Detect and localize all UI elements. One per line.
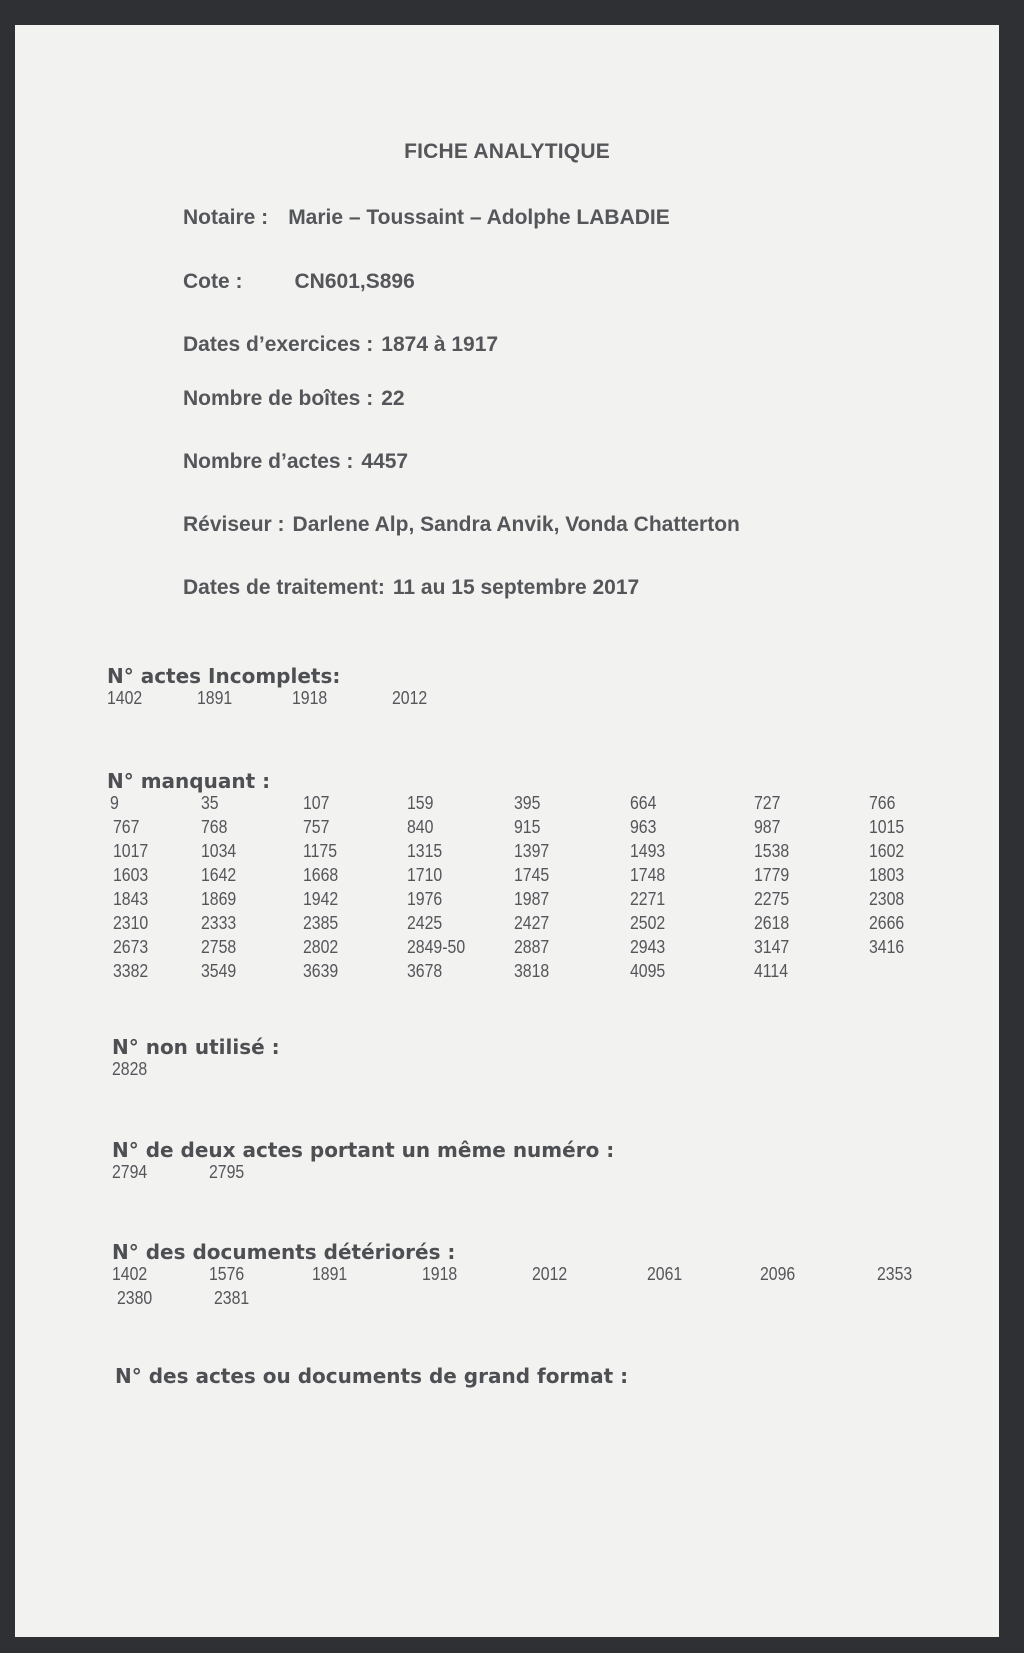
field-label: Notaire : [183, 206, 269, 229]
field-notaire [183, 206, 670, 230]
acte-number: 1779 [753, 865, 790, 885]
number-row [107, 913, 905, 937]
acte-number: 2425 [406, 913, 443, 933]
acte-number: 2380 [116, 1288, 153, 1308]
acte-number: 1642 [200, 865, 237, 885]
field-label: Nombre d’actes : [183, 450, 354, 473]
acte-number: 840 [406, 817, 434, 837]
acte-number: 1918 [291, 688, 328, 708]
acte-number: 1315 [406, 841, 443, 861]
number-row [112, 1162, 851, 1186]
acte-number: 4095 [629, 961, 666, 981]
field-value: 11 au 15 septembre 2017 [392, 576, 640, 599]
acte-number: 1017 [112, 841, 149, 861]
field-label: Dates d’exercices : [183, 333, 374, 356]
acte-number: 107 [302, 793, 330, 813]
number-grid [107, 793, 905, 985]
number-row [112, 1288, 851, 1312]
acte-number: 727 [753, 793, 781, 813]
number-row [107, 889, 905, 913]
number-grid [112, 1264, 913, 1312]
acte-number: 2012 [531, 1264, 568, 1284]
section-grand-format [115, 1364, 955, 1388]
field-label: Dates de traitement: [183, 576, 385, 599]
number-row [107, 961, 846, 985]
section-heading: N° des actes ou documents de grand format : [115, 1364, 629, 1388]
acte-number: 2828 [112, 1059, 148, 1079]
field-value: 22 [381, 387, 405, 410]
section-meme-numero [112, 1138, 952, 1186]
acte-number: 987 [753, 817, 781, 837]
field-label: Cote : [183, 270, 243, 293]
field-dates-exercices [183, 333, 498, 357]
acte-number: 2385 [302, 913, 339, 933]
section-numero-non-utilise [112, 1035, 952, 1083]
acte-number: 3639 [302, 961, 339, 981]
acte-number: 1745 [514, 865, 550, 885]
acte-number: 3416 [868, 937, 905, 957]
acte-number: 757 [302, 817, 330, 837]
acte-number: 2887 [514, 937, 550, 957]
acte-number: 2427 [514, 913, 550, 933]
section-heading: N° actes Incomplets: [107, 664, 341, 688]
acte-number: 1918 [421, 1264, 458, 1284]
acte-number: 2794 [112, 1162, 148, 1182]
acte-number: 1891 [311, 1264, 348, 1284]
acte-number: 2308 [868, 889, 905, 909]
acte-number: 3147 [753, 937, 790, 957]
acte-number: 2310 [112, 913, 149, 933]
field-cote [183, 270, 415, 294]
section-actes-incomplets [107, 664, 947, 712]
acte-number: 2381 [213, 1288, 250, 1308]
acte-number: 3549 [200, 961, 237, 981]
acte-number: 1603 [112, 865, 149, 885]
acte-number: 2666 [868, 913, 905, 933]
section-heading: N° non utilisé : [112, 1035, 280, 1059]
field-value: 1874 à 1917 [381, 333, 499, 356]
number-row [112, 1059, 851, 1083]
scanned-page [15, 25, 999, 1637]
number-grid [112, 1059, 851, 1083]
acte-number: 1402 [107, 688, 143, 708]
acte-number: 3678 [406, 961, 443, 981]
acte-number: 768 [200, 817, 228, 837]
acte-number: 1803 [868, 865, 905, 885]
acte-number: 35 [200, 793, 219, 813]
section-numeros-manquants [107, 769, 947, 985]
acte-number: 1710 [406, 865, 443, 885]
acte-number: 1602 [868, 841, 905, 861]
acte-number: 1538 [753, 841, 790, 861]
acte-number: 9 [109, 793, 119, 813]
field-value: Marie – Toussaint – Adolphe LABADIE [288, 206, 670, 229]
field-label: Nombre de boîtes : [183, 387, 374, 410]
acte-number: 3818 [514, 961, 550, 981]
acte-number: 1942 [302, 889, 339, 909]
acte-number: 1493 [629, 841, 666, 861]
section-documents-deteriores [112, 1240, 952, 1312]
acte-number: 2758 [200, 937, 237, 957]
number-row [112, 1264, 913, 1288]
acte-number: 2802 [302, 937, 339, 957]
section-heading: N° des documents détériorés : [112, 1240, 456, 1264]
acte-number: 1891 [196, 688, 233, 708]
acte-number: 2271 [629, 889, 666, 909]
acte-number: 2333 [200, 913, 237, 933]
acte-number: 159 [406, 793, 434, 813]
acte-number: 1397 [514, 841, 550, 861]
section-heading: N° de deux actes portant un même numéro : [112, 1138, 615, 1162]
number-row [107, 793, 896, 817]
acte-number: 767 [112, 817, 140, 837]
acte-number: 2096 [759, 1264, 796, 1284]
acte-number: 3382 [112, 961, 149, 981]
acte-number: 1668 [302, 865, 339, 885]
acte-number: 963 [629, 817, 657, 837]
acte-number: 1034 [200, 841, 237, 861]
acte-number: 1843 [112, 889, 149, 909]
acte-number: 2275 [753, 889, 790, 909]
acte-number: 395 [514, 793, 541, 813]
number-row [107, 817, 905, 841]
acte-number: 1748 [629, 865, 666, 885]
field-value: Darlene Alp, Sandra Anvik, Vonda Chatterton [292, 513, 740, 536]
acte-number: 1576 [208, 1264, 245, 1284]
number-grid [112, 1162, 851, 1186]
acte-number: 2795 [208, 1162, 245, 1182]
field-label: Réviseur : [183, 513, 285, 536]
acte-number: 2012 [391, 688, 428, 708]
acte-number: 2943 [629, 937, 666, 957]
acte-number: 915 [514, 817, 541, 837]
acte-number: 2502 [629, 913, 666, 933]
number-row [107, 688, 846, 712]
number-grid [107, 688, 846, 712]
field-nombre-actes [183, 450, 408, 474]
field-value: CN601,S896 [294, 270, 415, 293]
acte-number: 766 [868, 793, 896, 813]
section-heading: N° manquant : [107, 769, 271, 793]
acte-number: 1402 [112, 1264, 148, 1284]
acte-number: 2849-50 [406, 937, 466, 957]
field-dates-traitement [183, 576, 639, 600]
field-reviseur [183, 513, 740, 537]
acte-number: 1175 [302, 841, 338, 861]
document-title: FICHE ANALYTIQUE [404, 140, 610, 163]
acte-number: 1015 [868, 817, 905, 837]
acte-number: 1869 [200, 889, 237, 909]
acte-number: 2353 [876, 1264, 913, 1284]
acte-number: 1987 [514, 889, 550, 909]
acte-number: 2061 [646, 1264, 683, 1284]
number-row [107, 865, 905, 889]
acte-number: 2618 [753, 913, 790, 933]
field-nombre-boites [183, 387, 405, 411]
acte-number: 2673 [112, 937, 149, 957]
acte-number: 1976 [406, 889, 443, 909]
number-row [107, 937, 905, 961]
number-row [107, 841, 905, 865]
field-value: 4457 [361, 450, 409, 473]
acte-number: 4114 [753, 961, 789, 981]
acte-number: 664 [629, 793, 657, 813]
